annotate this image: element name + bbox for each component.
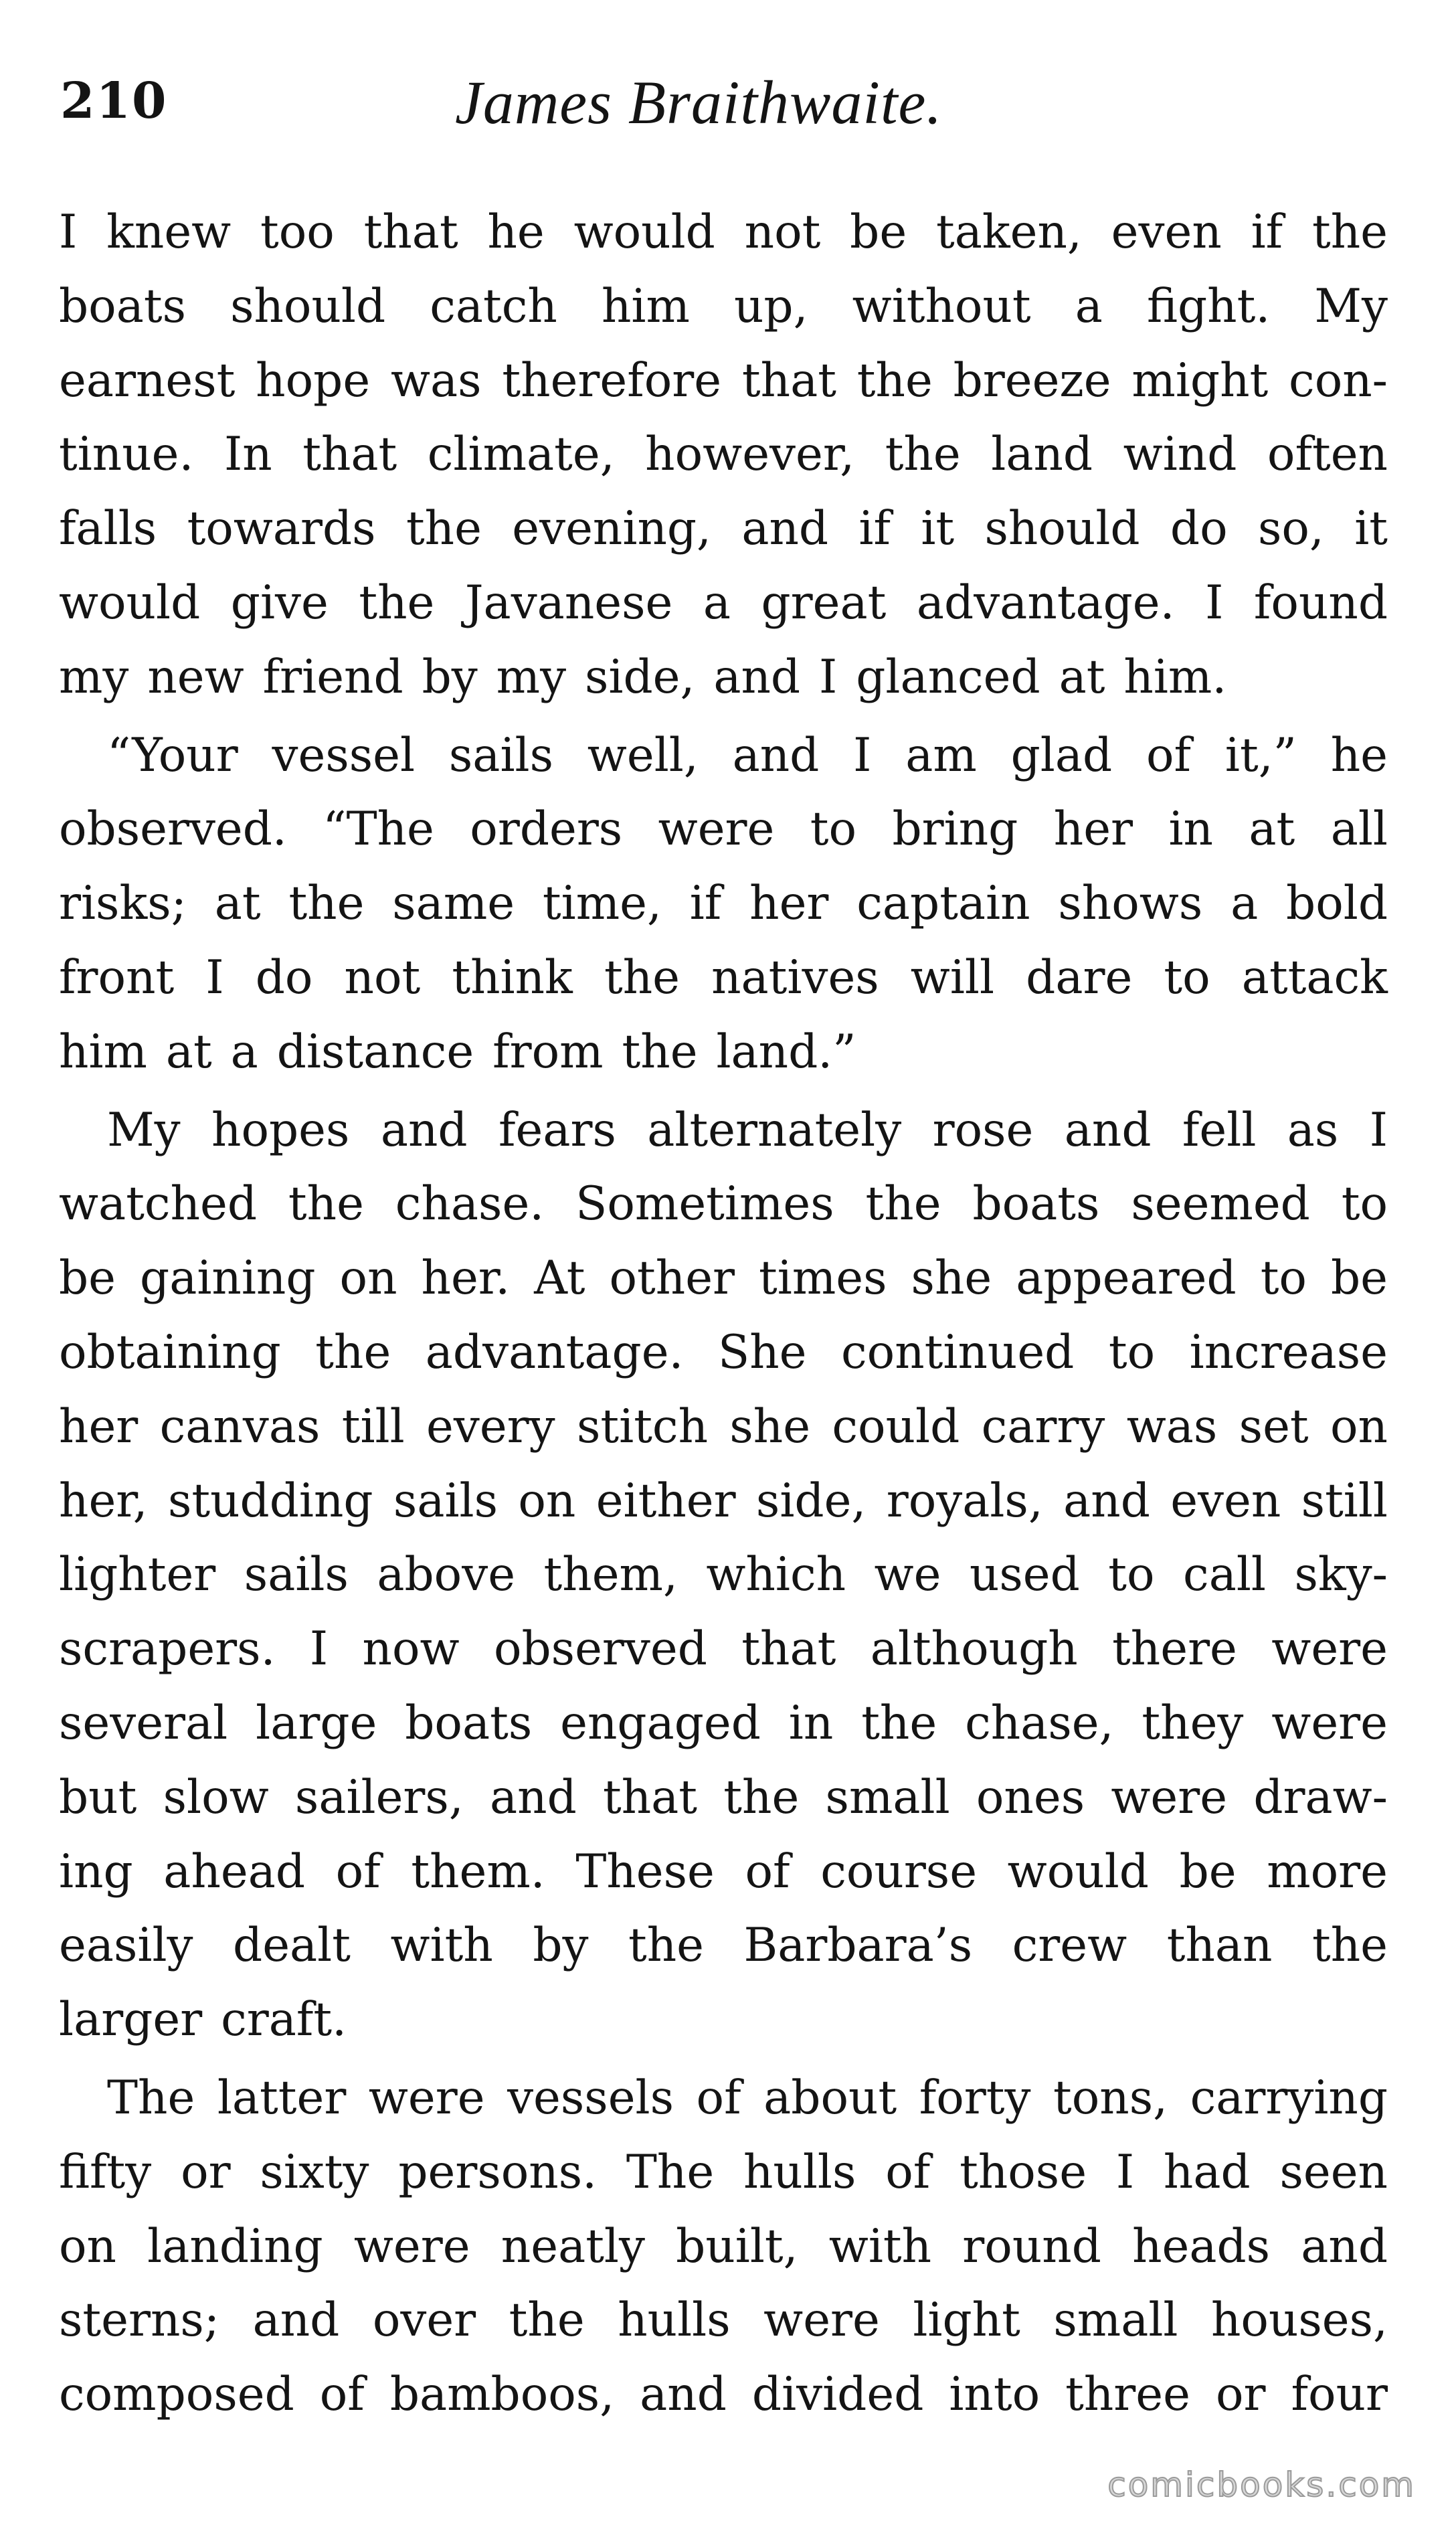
- text-line: larger craft.: [59, 1993, 347, 2047]
- text-line: observed. “The orders were to bring her in at all: [59, 802, 1388, 857]
- text-line: several large boats engaged in the chase, they were: [59, 1696, 1388, 1750]
- watermark-text: comicbooks.com: [1107, 2465, 1416, 2504]
- text-line: easily dealt with by the Barbara’s crew than the: [59, 1919, 1388, 1973]
- text-line: I knew too that he would not be taken, even if the: [59, 205, 1388, 259]
- text-line: front I do not think the natives will dare to attack: [59, 950, 1388, 1005]
- text-line: fifty or sixty persons. The hulls of those I had seen: [59, 2145, 1388, 2199]
- text-line: scrapers. I now observed that although there were: [59, 1622, 1388, 1676]
- text-line: but slow sailers, and that the small ones were draw-: [59, 1770, 1388, 1824]
- body-text: [59, 195, 1388, 2432]
- text-line: lighter sails above them, which we used to call sky-: [59, 1548, 1388, 1602]
- page-header: [60, 67, 1396, 141]
- text-line: composed of bamboos, and divided into three or four: [59, 2368, 1388, 2422]
- text-line: would give the Javanese a great advantage. I found: [59, 576, 1388, 630]
- paragraph-2: [59, 719, 1388, 1090]
- page-number: 210: [60, 72, 168, 130]
- paragraph-3: [59, 1094, 1388, 2057]
- text-line: on landing were neatly built, with round heads and: [59, 2219, 1388, 2273]
- text-line: falls towards the evening, and if it should do so, it: [59, 502, 1388, 556]
- text-line: My hopes and fears alternately rose and fell as I: [107, 1103, 1388, 1157]
- text-line: her, studding sails on either side, royals, and even still: [59, 1474, 1388, 1528]
- text-line: sterns; and over the hulls were light small houses,: [59, 2293, 1388, 2348]
- text-line: be gaining on her. At other times she appeared to be: [59, 1251, 1388, 1306]
- paragraph-1: [59, 195, 1388, 715]
- text-line: watched the chase. Sometimes the boats seemed to: [59, 1177, 1388, 1231]
- text-line: “Your vessel sails well, and I am glad of it,” he: [107, 728, 1388, 782]
- text-line: obtaining the advantage. She continued to increase: [59, 1325, 1388, 1379]
- running-head: James Braithwaite.: [455, 68, 943, 137]
- text-line: boats should catch him up, without a fight. My: [59, 279, 1388, 333]
- text-line: him at a distance from the land.”: [59, 1025, 856, 1079]
- text-line: ing ahead of them. These of course would be more: [59, 1844, 1388, 1899]
- text-line: The latter were vessels of about forty tons, carrying: [107, 2071, 1388, 2125]
- text-line: tinue. In that climate, however, the land wind often: [59, 428, 1388, 482]
- text-line: her canvas till every stitch she could carry was set on: [59, 1399, 1388, 1454]
- text-line: earnest hope was therefore that the breeze might con-: [59, 353, 1388, 408]
- paragraph-4: [59, 2061, 1388, 2432]
- text-line: my new friend by my side, and I glanced at him.: [59, 650, 1227, 704]
- text-line: risks; at the same time, if her captain shows a bold: [59, 877, 1388, 931]
